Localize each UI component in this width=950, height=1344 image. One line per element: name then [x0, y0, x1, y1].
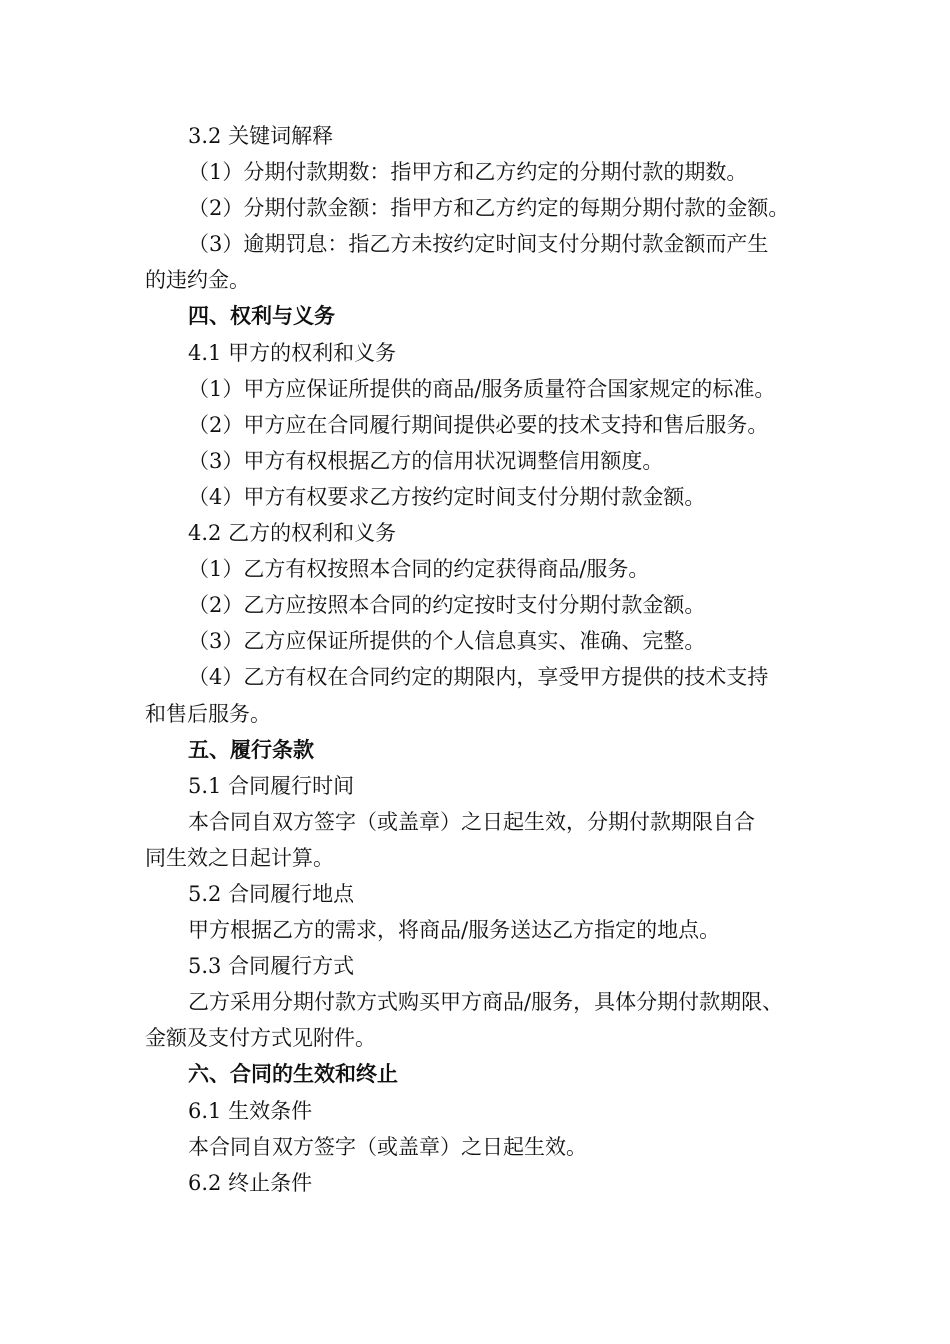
paragraph-line: （1）甲方应保证所提供的商品/服务质量符合国家规定的标准。	[188, 376, 776, 401]
paragraph-line: 本合同自双方签字（或盖章）之日起生效，分期付款期限自合	[188, 809, 755, 834]
paragraph-line: （3）逾期罚息：指乙方未按约定时间支付分期付款金额而产生	[188, 232, 769, 257]
paragraph-line: 乙方采用分期付款方式购买甲方商品/服务，具体分期付款期限、	[188, 990, 784, 1015]
subsection-heading-4-2: 4.2 乙方的权利和义务	[188, 521, 397, 546]
document-body	[145, 118, 830, 1201]
paragraph-line: （4）甲方有权要求乙方按约定时间支付分期付款金额。	[188, 484, 706, 509]
paragraph-line: （2）分期付款金额：指甲方和乙方约定的每期分期付款的金额。	[188, 196, 790, 221]
paragraph-line: （3）乙方应保证所提供的个人信息真实、准确、完整。	[188, 629, 706, 654]
subsection-heading-5-3: 5.3 合同履行方式	[188, 954, 355, 979]
subsection-heading-4-1: 4.1 甲方的权利和义务	[188, 340, 397, 365]
paragraph-line: 和售后服务。	[145, 701, 271, 726]
section-heading-5: 五、履行条款	[188, 736, 314, 762]
subsection-heading-6-2: 6.2 终止条件	[188, 1170, 313, 1195]
paragraph-line: （2）甲方应在合同履行期间提供必要的技术支持和售后服务。	[188, 412, 769, 437]
subsection-heading-5-1: 5.1 合同履行时间	[188, 773, 355, 798]
section-heading-6: 六、合同的生效和终止	[188, 1061, 398, 1087]
section-heading-4: 四、权利与义务	[188, 303, 335, 329]
paragraph-line: （3）甲方有权根据乙方的信用状况调整信用额度。	[188, 448, 664, 473]
paragraph-line: 甲方根据乙方的需求，将商品/服务送达乙方指定的地点。	[188, 918, 721, 943]
subsection-heading-6-1: 6.1 生效条件	[188, 1098, 313, 1123]
paragraph-line: 本合同自双方签字（或盖章）之日起生效。	[188, 1134, 587, 1159]
paragraph-line: 的违约金。	[145, 268, 250, 293]
paragraph-line: 同生效之日起计算。	[145, 845, 334, 870]
paragraph-line: 金额及支付方式见附件。	[145, 1026, 376, 1051]
paragraph-line: （2）乙方应按照本合同的约定按时支付分期付款金额。	[188, 593, 706, 618]
paragraph-line: （1）乙方有权按照本合同的约定获得商品/服务。	[188, 557, 650, 582]
subsection-heading-3-2: 3.2 关键词解释	[188, 124, 334, 148]
paragraph-line: （1）分期付款期数：指甲方和乙方约定的分期付款的期数。	[188, 160, 748, 185]
subsection-heading-5-2: 5.2 合同履行地点	[188, 881, 355, 906]
paragraph-line: （4）乙方有权在合同约定的期限内，享受甲方提供的技术支持	[188, 665, 769, 690]
